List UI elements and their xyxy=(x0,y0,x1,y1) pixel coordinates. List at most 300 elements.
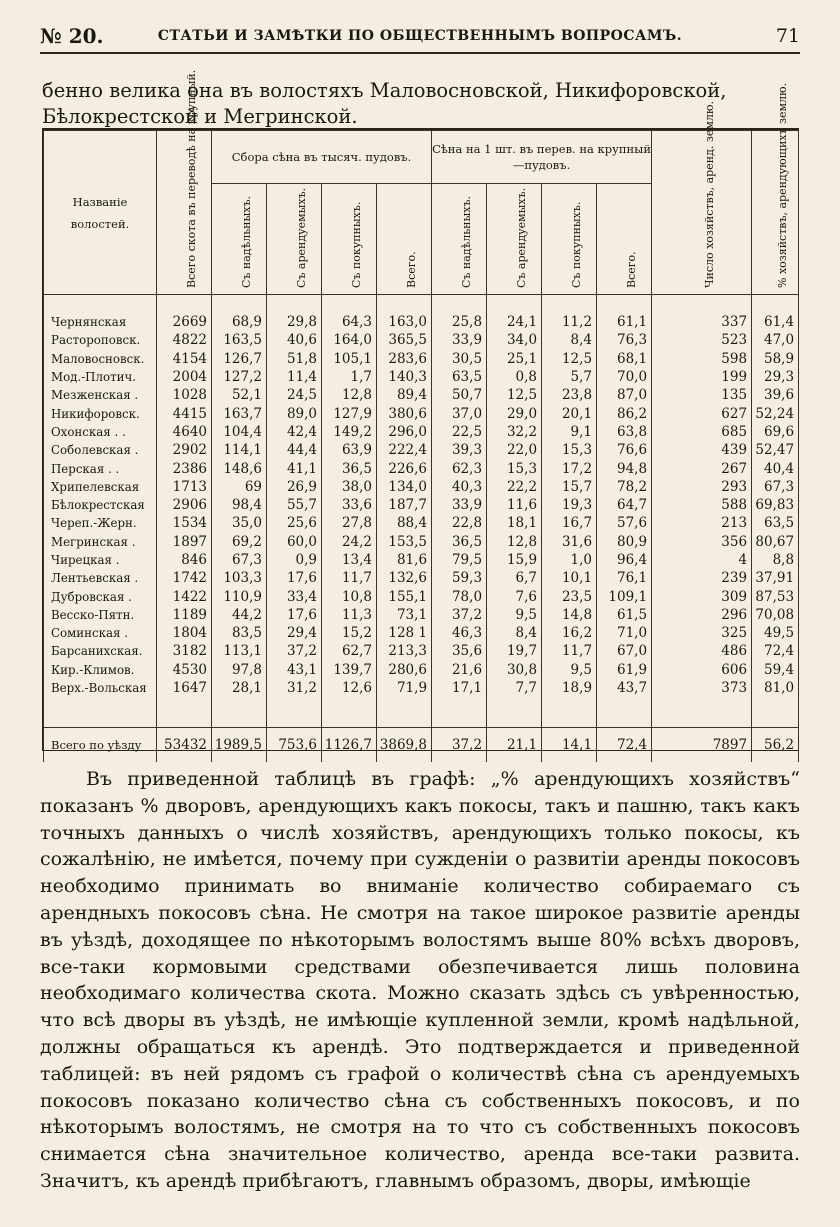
table-cell: 15,3 xyxy=(487,459,542,477)
table-row xyxy=(44,587,799,605)
table-cell: 1189 xyxy=(157,606,212,624)
volost-name: Соболевская . xyxy=(44,441,157,459)
table-cell: 7897 xyxy=(652,728,752,763)
table-cell: 70,0 xyxy=(597,368,652,386)
table-cell: 128 1 xyxy=(377,624,432,642)
table-cell: 155,1 xyxy=(377,587,432,605)
table-cell: 9,5 xyxy=(487,606,542,624)
table-cell: 25,6 xyxy=(267,514,322,532)
table-cell: 63,5 xyxy=(432,368,487,386)
table-cell: 380,6 xyxy=(377,404,432,422)
table-cell: 57,6 xyxy=(597,514,652,532)
table-cell: 19,3 xyxy=(542,496,597,514)
table-cell: 15,7 xyxy=(542,478,597,496)
table-cell: 4 xyxy=(652,551,752,569)
table-cell: 135 xyxy=(652,386,752,404)
table-cell: 61,9 xyxy=(597,661,652,679)
table-cell: 5,7 xyxy=(542,368,597,386)
volost-name: Маловосновск. xyxy=(44,350,157,368)
table-cell: 148,6 xyxy=(212,459,267,477)
table-cell: 47,0 xyxy=(752,331,799,349)
table-cell: 296,0 xyxy=(377,423,432,441)
table-cell: 51,8 xyxy=(267,350,322,368)
table-row xyxy=(44,368,799,386)
table-cell: 35,6 xyxy=(432,642,487,660)
table-cell: 9,5 xyxy=(542,661,597,679)
table-cell: 296 xyxy=(652,606,752,624)
table-cell: 1126,7 xyxy=(322,728,377,763)
table-row xyxy=(44,350,799,368)
table-cell: 2906 xyxy=(157,496,212,514)
table-row xyxy=(44,569,799,587)
table-cell: 11,2 xyxy=(542,313,597,331)
table-cell: 71,9 xyxy=(377,679,432,697)
table-cell: 11,4 xyxy=(267,368,322,386)
table-head-hay-pokup: Съ покупныхъ. xyxy=(322,184,377,295)
table-cell: 134,0 xyxy=(377,478,432,496)
table-cell: 365,5 xyxy=(377,331,432,349)
table-cell: 78,0 xyxy=(432,587,487,605)
table-cell: 30,5 xyxy=(432,350,487,368)
table-cell: 2386 xyxy=(157,459,212,477)
body-text: Въ приведенной таблицѣ въ графѣ: „% арендующихъ хозяйствъ“ показанъ % дворовъ, арендующихъ какъ покосы, такъ и пашню, такъ какъ точныхъ данныхъ о числѣ хозяйствъ, арендующихъ только покосы, къ сожалѣнію, не имѣется, почему при сужденіи о развитіи аренды покосовъ необходимо принимать во вниманіе количество собираемаго съ арендныхъ покосовъ сѣна. Не смотря на такое широкое развитіе аренды въ уѣздѣ, доходящее по нѣкоторымъ волостямъ выше 80% всѣхъ дворовъ, все-таки кормовыми средствами обезпечивается лишь половина необходимаго количества скота. Можно сказать здѣсь съ увѣренностью, что всѣ дворы въ уѣздѣ, не имѣющіе купленной земли, кромѣ надѣльной, должны обращаться къ арендѣ. Это подтверждается и приведенной таблицей: въ ней рядомъ съ графой о количествѣ сѣна съ арендуемыхъ покосовъ показано количество сѣна съ собственныхъ покосовъ, и по нѣкоторымъ волостямъ, не смотря на то что съ собственныхъ покосовъ снимается сѣна значительное количество, аренда все-таки развита. Значитъ, къ арендѣ прибѣгаютъ, главнымъ образомъ, дворы, имѣющіе xyxy=(40,768,800,1192)
volost-name: Охонская . . xyxy=(44,423,157,441)
table-cell: 163,0 xyxy=(377,313,432,331)
table-cell: 226,6 xyxy=(377,459,432,477)
table-cell: 33,4 xyxy=(267,587,322,605)
table-cell: 10,1 xyxy=(542,569,597,587)
table-cell: 53432 xyxy=(157,728,212,763)
table-head-percent: % хозяйствъ, арендующихъ землю. xyxy=(752,131,799,295)
table-cell: 6,7 xyxy=(487,569,542,587)
table-cell: 439 xyxy=(652,441,752,459)
table-cell: 110,9 xyxy=(212,587,267,605)
table-cell: 163,5 xyxy=(212,331,267,349)
table-total-row xyxy=(44,728,799,763)
table-cell: 16,7 xyxy=(542,514,597,532)
table-cell: 18,9 xyxy=(542,679,597,697)
table-cell: 22,0 xyxy=(487,441,542,459)
table-cell: 69,6 xyxy=(752,423,799,441)
table-cell: 7,7 xyxy=(487,679,542,697)
table-cell: 20,1 xyxy=(542,404,597,422)
table-cell: 1713 xyxy=(157,478,212,496)
volost-name: Весско-Пятн. xyxy=(44,606,157,624)
table-cell: 18,1 xyxy=(487,514,542,532)
table-cell: 4640 xyxy=(157,423,212,441)
table-cell: 86,2 xyxy=(597,404,652,422)
intro-text: бенно велика она въ волостяхъ Маловосновской, Никифоровской, Бѣлокрестской и Мегринской. xyxy=(42,79,727,128)
table-cell: 325 xyxy=(652,624,752,642)
table-cell: 25,8 xyxy=(432,313,487,331)
table-cell: 34,0 xyxy=(487,331,542,349)
table-cell: 12,5 xyxy=(487,386,542,404)
table-cell: 72,4 xyxy=(597,728,652,763)
table-cell: 30,8 xyxy=(487,661,542,679)
volost-name: Никифоровск. xyxy=(44,404,157,422)
table-head-hay-group: Сбора сѣна въ тысяч. пудовъ. xyxy=(212,131,432,184)
name-head-line-1: Названіе xyxy=(72,194,128,209)
table-cell: 87,0 xyxy=(597,386,652,404)
table-cell: 33,9 xyxy=(432,331,487,349)
table-cell: 104,4 xyxy=(212,423,267,441)
volost-name: Мегринская . xyxy=(44,533,157,551)
table-cell: 11,6 xyxy=(487,496,542,514)
volost-name: Барсанихская. xyxy=(44,642,157,660)
volost-name: Мод.-Плотич. xyxy=(44,368,157,386)
volost-name: Мезженская . xyxy=(44,386,157,404)
table-cell: 11,3 xyxy=(322,606,377,624)
table-cell: 59,3 xyxy=(432,569,487,587)
table-cell: 222,4 xyxy=(377,441,432,459)
table-cell: 239 xyxy=(652,569,752,587)
table-cell: 9,1 xyxy=(542,423,597,441)
table-row xyxy=(44,423,799,441)
table-cell: 83,5 xyxy=(212,624,267,642)
table-cell: 69,83 xyxy=(752,496,799,514)
volost-name: Чернянская xyxy=(44,313,157,331)
name-head-line-2: волостей. xyxy=(70,216,130,231)
table-cell: 55,7 xyxy=(267,496,322,514)
table-body xyxy=(44,295,799,763)
table-cell: 44,2 xyxy=(212,606,267,624)
table-cell: 56,2 xyxy=(752,728,799,763)
table-cell: 1647 xyxy=(157,679,212,697)
table-cell: 25,1 xyxy=(487,350,542,368)
table-cell: 588 xyxy=(652,496,752,514)
table-cell: 139,7 xyxy=(322,661,377,679)
issue-number: № 20. xyxy=(40,24,104,48)
table-cell: 58,9 xyxy=(752,350,799,368)
table-cell: 132,6 xyxy=(377,569,432,587)
table-cell: 22,8 xyxy=(432,514,487,532)
table-cell: 283,6 xyxy=(377,350,432,368)
table-cell: 76,3 xyxy=(597,331,652,349)
table-cell: 15,2 xyxy=(322,624,377,642)
table-cell: 105,1 xyxy=(322,350,377,368)
table-cell: 2902 xyxy=(157,441,212,459)
table-cell: 37,91 xyxy=(752,569,799,587)
table-cell: 67,3 xyxy=(752,478,799,496)
table-cell: 17,1 xyxy=(432,679,487,697)
table-cell: 27,8 xyxy=(322,514,377,532)
table-row xyxy=(44,459,799,477)
table-cell: 10,8 xyxy=(322,587,377,605)
table-cell: 4154 xyxy=(157,350,212,368)
table-cell: 63,9 xyxy=(322,441,377,459)
volost-name: Перская . . xyxy=(44,459,157,477)
volost-name: Верх.-Вольская xyxy=(44,679,157,697)
table-cell: 12,6 xyxy=(322,679,377,697)
table-cell: 24,1 xyxy=(487,313,542,331)
table-cell: 149,2 xyxy=(322,423,377,441)
body-paragraph xyxy=(40,766,800,1195)
table-cell: 24,5 xyxy=(267,386,322,404)
table-cell: 42,4 xyxy=(267,423,322,441)
table-cell: 39,6 xyxy=(752,386,799,404)
table-cell: 69,2 xyxy=(212,533,267,551)
table-cell: 127,9 xyxy=(322,404,377,422)
table-cell: 80,67 xyxy=(752,533,799,551)
table-cell: 17,2 xyxy=(542,459,597,477)
volost-name: Лентьевская . xyxy=(44,569,157,587)
table-cell: 16,2 xyxy=(542,624,597,642)
table-head-per-nadel: Съ надѣльныхъ. xyxy=(432,184,487,295)
table-cell: 72,4 xyxy=(752,642,799,660)
table-cell: 309 xyxy=(652,587,752,605)
table-cell: 32,2 xyxy=(487,423,542,441)
table-cell: 36,5 xyxy=(432,533,487,551)
table-cell: 52,1 xyxy=(212,386,267,404)
table-cell: 80,9 xyxy=(597,533,652,551)
table-cell: 61,5 xyxy=(597,606,652,624)
table-cell: 81,6 xyxy=(377,551,432,569)
table-cell: 67,0 xyxy=(597,642,652,660)
table-cell: 8,8 xyxy=(752,551,799,569)
table-cell: 23,8 xyxy=(542,386,597,404)
table-cell: 627 xyxy=(652,404,752,422)
table-row xyxy=(44,642,799,660)
section-title: СТАТЬИ И ЗАМѢТКИ ПО ОБЩЕСТВЕННЫМЪ ВОПРОСАМЪ. xyxy=(157,28,683,44)
table-cell: 12,5 xyxy=(542,350,597,368)
table-cell: 0,9 xyxy=(267,551,322,569)
table-cell: 1534 xyxy=(157,514,212,532)
table-cell: 60,0 xyxy=(267,533,322,551)
table-cell: 19,7 xyxy=(487,642,542,660)
table-head-name xyxy=(44,131,157,295)
table-cell: 1897 xyxy=(157,533,212,551)
table-cell: 96,4 xyxy=(597,551,652,569)
table-cell: 486 xyxy=(652,642,752,660)
table-cell: 81,0 xyxy=(752,679,799,697)
table-cell: 37,0 xyxy=(432,404,487,422)
table-head-hay-nadel: Съ надѣльныхъ. xyxy=(212,184,267,295)
table-row xyxy=(44,514,799,532)
table-row xyxy=(44,313,799,331)
table-cell: 37,2 xyxy=(432,728,487,763)
table-head-per-total: Всего. xyxy=(597,184,652,295)
volost-name: Дубровская . xyxy=(44,587,157,605)
table-row xyxy=(44,386,799,404)
table-head-total-cattle: Всего скота въ переводѣ на крупный. xyxy=(157,131,212,295)
table-cell: 685 xyxy=(652,423,752,441)
table-cell: 2669 xyxy=(157,313,212,331)
intro-paragraph xyxy=(42,78,800,130)
table-cell: 153,5 xyxy=(377,533,432,551)
table-cell: 127,2 xyxy=(212,368,267,386)
table-cell: 40,3 xyxy=(432,478,487,496)
table-cell: 17,6 xyxy=(267,569,322,587)
volost-name: Хрипелевская xyxy=(44,478,157,496)
table-cell: 89,0 xyxy=(267,404,322,422)
table-row xyxy=(44,624,799,642)
table-row xyxy=(44,496,799,514)
table-cell: 114,1 xyxy=(212,441,267,459)
volost-name: Череп.-Жерн. xyxy=(44,514,157,532)
table-cell: 43,7 xyxy=(597,679,652,697)
table-cell: 49,5 xyxy=(752,624,799,642)
table-cell: 70,08 xyxy=(752,606,799,624)
table-cell: 293 xyxy=(652,478,752,496)
table-cell: 267 xyxy=(652,459,752,477)
table-cell: 33,9 xyxy=(432,496,487,514)
table-cell: 1,0 xyxy=(542,551,597,569)
table-cell: 1989,5 xyxy=(212,728,267,763)
table-cell: 37,2 xyxy=(267,642,322,660)
table-cell: 164,0 xyxy=(322,331,377,349)
volost-name: Бѣлокрестская xyxy=(44,496,157,514)
table-cell: 52,47 xyxy=(752,441,799,459)
volost-name: Соминская . xyxy=(44,624,157,642)
table-cell: 23,5 xyxy=(542,587,597,605)
table-cell: 13,4 xyxy=(322,551,377,569)
table-cell: 37,2 xyxy=(432,606,487,624)
table-cell: 163,7 xyxy=(212,404,267,422)
table-row xyxy=(44,404,799,422)
table-cell: 24,2 xyxy=(322,533,377,551)
table-cell: 44,4 xyxy=(267,441,322,459)
table-row xyxy=(44,551,799,569)
table-cell: 15,9 xyxy=(487,551,542,569)
table-cell: 38,0 xyxy=(322,478,377,496)
table-cell: 78,2 xyxy=(597,478,652,496)
table-cell: 373 xyxy=(652,679,752,697)
table-cell: 753,6 xyxy=(267,728,322,763)
table-cell: 63,8 xyxy=(597,423,652,441)
volost-name: Всего по уѣзду xyxy=(44,728,157,763)
table-cell: 1742 xyxy=(157,569,212,587)
table-cell: 113,1 xyxy=(212,642,267,660)
table-row xyxy=(44,661,799,679)
table-cell: 64,3 xyxy=(322,313,377,331)
table-cell: 76,1 xyxy=(597,569,652,587)
table-cell: 79,5 xyxy=(432,551,487,569)
table-cell: 97,8 xyxy=(212,661,267,679)
table-head-per-arend: Съ арендуемыхъ. xyxy=(487,184,542,295)
table-row xyxy=(44,331,799,349)
table-cell: 68,1 xyxy=(597,350,652,368)
table-cell: 280,6 xyxy=(377,661,432,679)
table-cell: 2004 xyxy=(157,368,212,386)
table-cell: 98,4 xyxy=(212,496,267,514)
volost-name: Кир.-Климов. xyxy=(44,661,157,679)
table-cell: 109,1 xyxy=(597,587,652,605)
table-cell: 103,3 xyxy=(212,569,267,587)
table-cell: 61,1 xyxy=(597,313,652,331)
table-cell: 15,3 xyxy=(542,441,597,459)
table-cell: 14,1 xyxy=(542,728,597,763)
table-cell: 21,6 xyxy=(432,661,487,679)
table-cell: 1,7 xyxy=(322,368,377,386)
table-cell: 12,8 xyxy=(487,533,542,551)
table-head-hay-total: Всего. xyxy=(377,184,432,295)
table-cell: 4415 xyxy=(157,404,212,422)
table-cell: 33,6 xyxy=(322,496,377,514)
table-head-hay-arend: Съ арендуемыхъ. xyxy=(267,184,322,295)
table-cell: 199 xyxy=(652,368,752,386)
table-cell: 213,3 xyxy=(377,642,432,660)
table-cell: 17,6 xyxy=(267,606,322,624)
table-cell: 606 xyxy=(652,661,752,679)
table-cell: 14,8 xyxy=(542,606,597,624)
table-cell: 52,24 xyxy=(752,404,799,422)
table-cell: 21,1 xyxy=(487,728,542,763)
table-cell: 7,6 xyxy=(487,587,542,605)
table-cell: 1804 xyxy=(157,624,212,642)
table-cell: 46,3 xyxy=(432,624,487,642)
table-cell: 11,7 xyxy=(322,569,377,587)
table-cell: 39,3 xyxy=(432,441,487,459)
table-cell: 71,0 xyxy=(597,624,652,642)
table-cell: 43,1 xyxy=(267,661,322,679)
table-cell: 213 xyxy=(652,514,752,532)
table-cell: 846 xyxy=(157,551,212,569)
table-cell: 69 xyxy=(212,478,267,496)
table-head-per-head-group: Сѣна на 1 шт. въ перев. на крупный—пудовъ. xyxy=(432,131,652,184)
page-number: 71 xyxy=(775,25,800,47)
table-row xyxy=(44,441,799,459)
table-cell: 94,8 xyxy=(597,459,652,477)
table-cell: 29,3 xyxy=(752,368,799,386)
table-row xyxy=(44,606,799,624)
table-cell: 31,2 xyxy=(267,679,322,697)
table-spacer xyxy=(44,295,799,314)
table-cell: 356 xyxy=(652,533,752,551)
table-cell: 67,3 xyxy=(212,551,267,569)
table-cell: 4530 xyxy=(157,661,212,679)
table-cell: 40,6 xyxy=(267,331,322,349)
table-cell: 63,5 xyxy=(752,514,799,532)
table-cell: 4822 xyxy=(157,331,212,349)
volost-name: Чирецкая . xyxy=(44,551,157,569)
table-cell: 26,9 xyxy=(267,478,322,496)
table-cell: 337 xyxy=(652,313,752,331)
table-cell: 64,7 xyxy=(597,496,652,514)
table-cell: 29,4 xyxy=(267,624,322,642)
table-cell: 31,6 xyxy=(542,533,597,551)
table-cell: 598 xyxy=(652,350,752,368)
table-cell: 187,7 xyxy=(377,496,432,514)
table-cell: 12,8 xyxy=(322,386,377,404)
table-cell: 73,1 xyxy=(377,606,432,624)
table-cell: 8,4 xyxy=(487,624,542,642)
table-row xyxy=(44,478,799,496)
table-cell: 3182 xyxy=(157,642,212,660)
table-cell: 88,4 xyxy=(377,514,432,532)
table-cell: 62,7 xyxy=(322,642,377,660)
table-head-per-pokup: Съ покупныхъ. xyxy=(542,184,597,295)
table-cell: 29,8 xyxy=(267,313,322,331)
table-cell: 3869,8 xyxy=(377,728,432,763)
table-cell: 89,4 xyxy=(377,386,432,404)
table-row xyxy=(44,679,799,697)
table-cell: 68,9 xyxy=(212,313,267,331)
table-cell: 523 xyxy=(652,331,752,349)
table-row xyxy=(44,533,799,551)
table-cell: 11,7 xyxy=(542,642,597,660)
table-cell: 36,5 xyxy=(322,459,377,477)
table-cell: 126,7 xyxy=(212,350,267,368)
table-cell: 59,4 xyxy=(752,661,799,679)
table-cell: 22,5 xyxy=(432,423,487,441)
table-gap xyxy=(44,697,799,728)
table-cell: 87,53 xyxy=(752,587,799,605)
table-cell: 1422 xyxy=(157,587,212,605)
table-cell: 29,0 xyxy=(487,404,542,422)
table-cell: 1028 xyxy=(157,386,212,404)
table-cell: 0,8 xyxy=(487,368,542,386)
table-cell: 140,3 xyxy=(377,368,432,386)
